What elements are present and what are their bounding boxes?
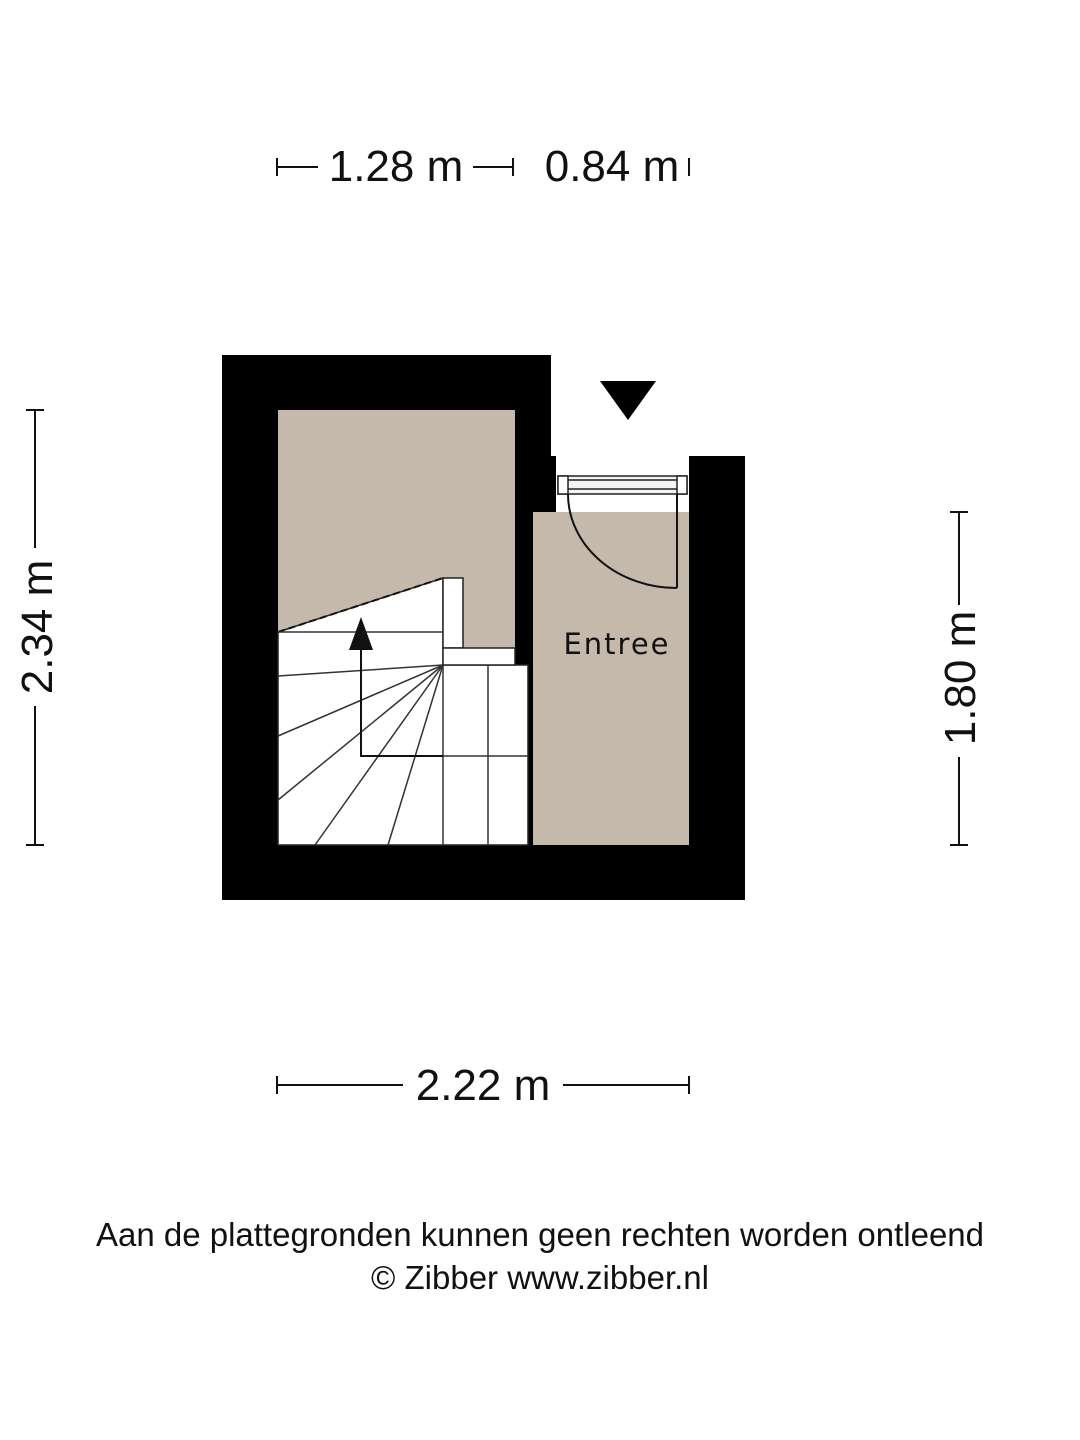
door-frame	[558, 476, 687, 494]
entrance-marker-icon	[600, 381, 656, 420]
stair-newel	[443, 578, 463, 648]
dimension-left-label: 2.34 m	[13, 559, 62, 695]
interior-wall	[515, 410, 533, 666]
dimension-right-label: 1.80 m	[936, 610, 985, 746]
footer-copyright: © Zibber www.zibber.nl	[371, 1259, 709, 1296]
dimension-top-right-label: 0.84 m	[544, 142, 680, 191]
stair-landing-strip	[443, 648, 515, 665]
dimension-bottom-label: 2.22 m	[415, 1061, 551, 1110]
room-label-entree: Entree	[563, 627, 671, 661]
footer-disclaimer: Aan de plattegronden kunnen geen rechten worden ontleend	[95, 1216, 985, 1253]
dimension-top-left-label: 1.28 m	[328, 142, 464, 191]
entrance-floor	[533, 512, 689, 845]
